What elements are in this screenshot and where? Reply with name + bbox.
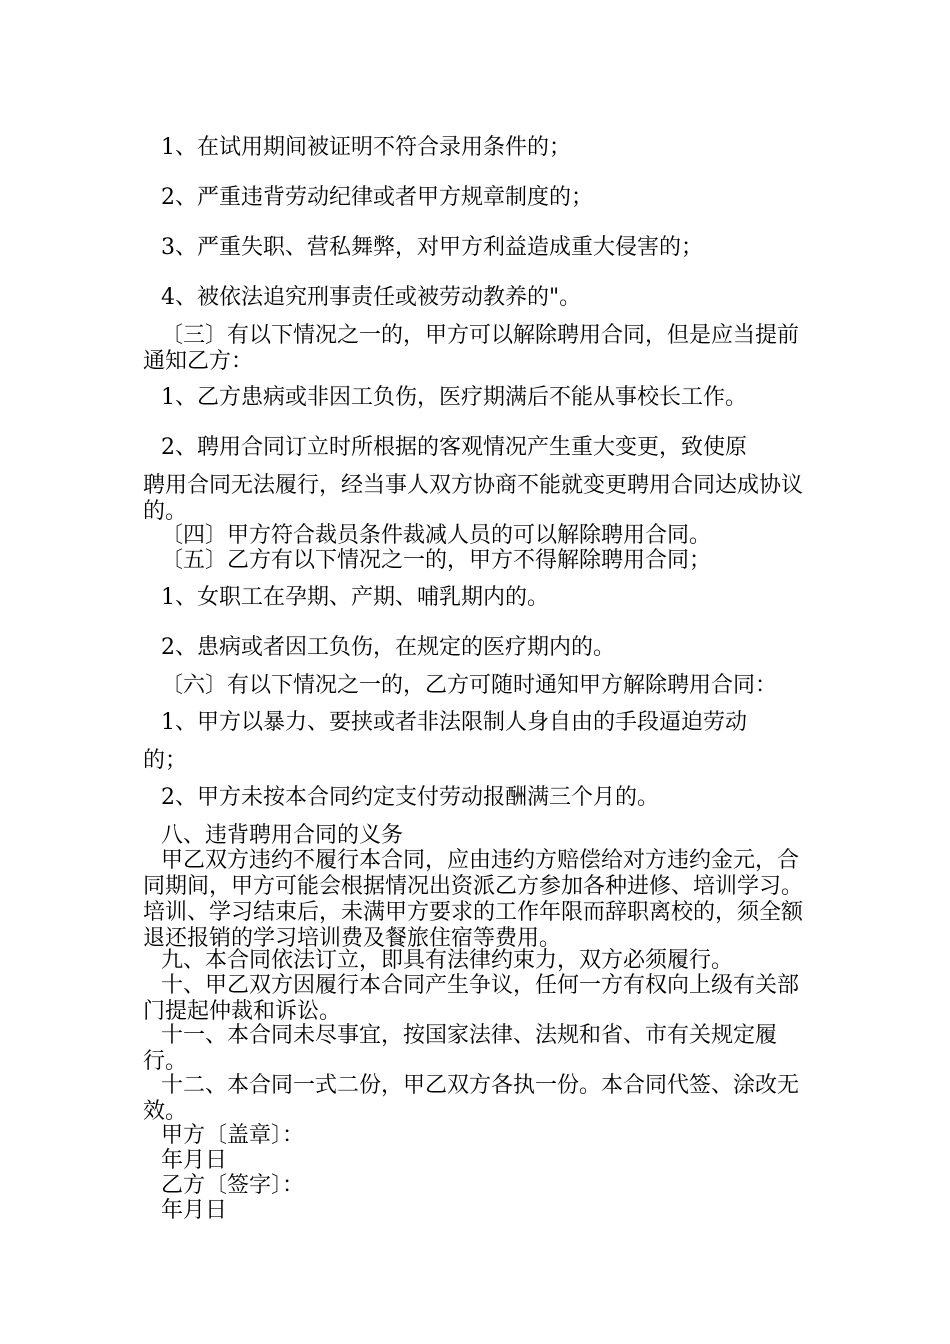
signature-party-a-date: 年月日 (161, 1148, 228, 1173)
signature-party-b-date: 年月日 (161, 1198, 228, 1223)
signature-party-a-label: 甲方〔盖章〕： (161, 1123, 305, 1148)
paragraph: 4、被依法追究刑事责任或被劳动教养的"。 (161, 285, 582, 310)
paragraph: 〔三〕有以下情况之一的，甲方可以解除聘用合同，但是应当提前通知乙方： (143, 323, 800, 374)
paragraph: 2、患病或者因工负伤，在规定的医疗期内的。 (161, 635, 615, 660)
paragraph: 聘用合同无法履行，经当事人双方协商不能就变更聘用合同达成协议的。 (143, 473, 804, 524)
paragraph: 1、女职工在孕期、产期、哺乳期内的。 (161, 585, 549, 610)
paragraph: 2、聘用合同订立时所根据的客观情况产生重大变更，致使原 (161, 435, 747, 460)
paragraph: 2、甲方未按本合同约定支付劳动报酬满三个月的。 (161, 785, 659, 810)
section-heading: 八、违背聘用合同的义务 (161, 823, 404, 848)
paragraph: 十一、本合同未尽事宜，按国家法律、法规和省、市有关规定履行。 (143, 1023, 778, 1074)
paragraph: 2、严重违背劳动纪律或者甲方规章制度的； (161, 185, 593, 210)
paragraph: 〔五〕乙方有以下情况之一的，甲方不得解除聘用合同； (161, 548, 712, 573)
signature-party-b-label: 乙方〔签字〕： (161, 1173, 305, 1198)
paragraph: 〔四〕甲方符合裁员条件裁减人员的可以解除聘用合同。 (161, 523, 712, 548)
paragraph: 的； (143, 748, 188, 773)
paragraph: 十二、本合同一式二份，甲乙双方各执一份。本合同代签、涂改无效。 (143, 1073, 800, 1124)
paragraph: 1、在试用期间被证明不符合录用条件的； (161, 135, 571, 160)
paragraph: 十、甲乙双方因履行本合同产生争议，任何一方有权向上级有关部门提起仲裁和诉讼。 (143, 973, 800, 1024)
paragraph: 3、严重失职、营私舞弊，对甲方利益造成重大侵害的； (161, 235, 703, 260)
paragraph: 甲乙双方违约不履行本合同，应由违约方赔偿给对方违约金元，合同期间，甲方可能会根据情况出资派乙方参加各种进修、培训学习。培训、学习结束后，未满甲方要求的工作年限而辞职离校的，须全额退还报销的学习培训费及餐旅住宿等费用。 (143, 848, 804, 951)
paragraph: 〔六〕有以下情况之一的，乙方可随时通知甲方解除聘用合同： (161, 673, 778, 698)
paragraph: 1、乙方患病或非因工负伤，医疗期满后不能从事校长工作。 (161, 385, 747, 410)
paragraph: 1、甲方以暴力、要挟或者非法限制人身自由的手段逼迫劳动 (161, 710, 747, 735)
paragraph: 九、本合同依法订立，即具有法律约束力，双方必须履行。 (161, 948, 734, 973)
